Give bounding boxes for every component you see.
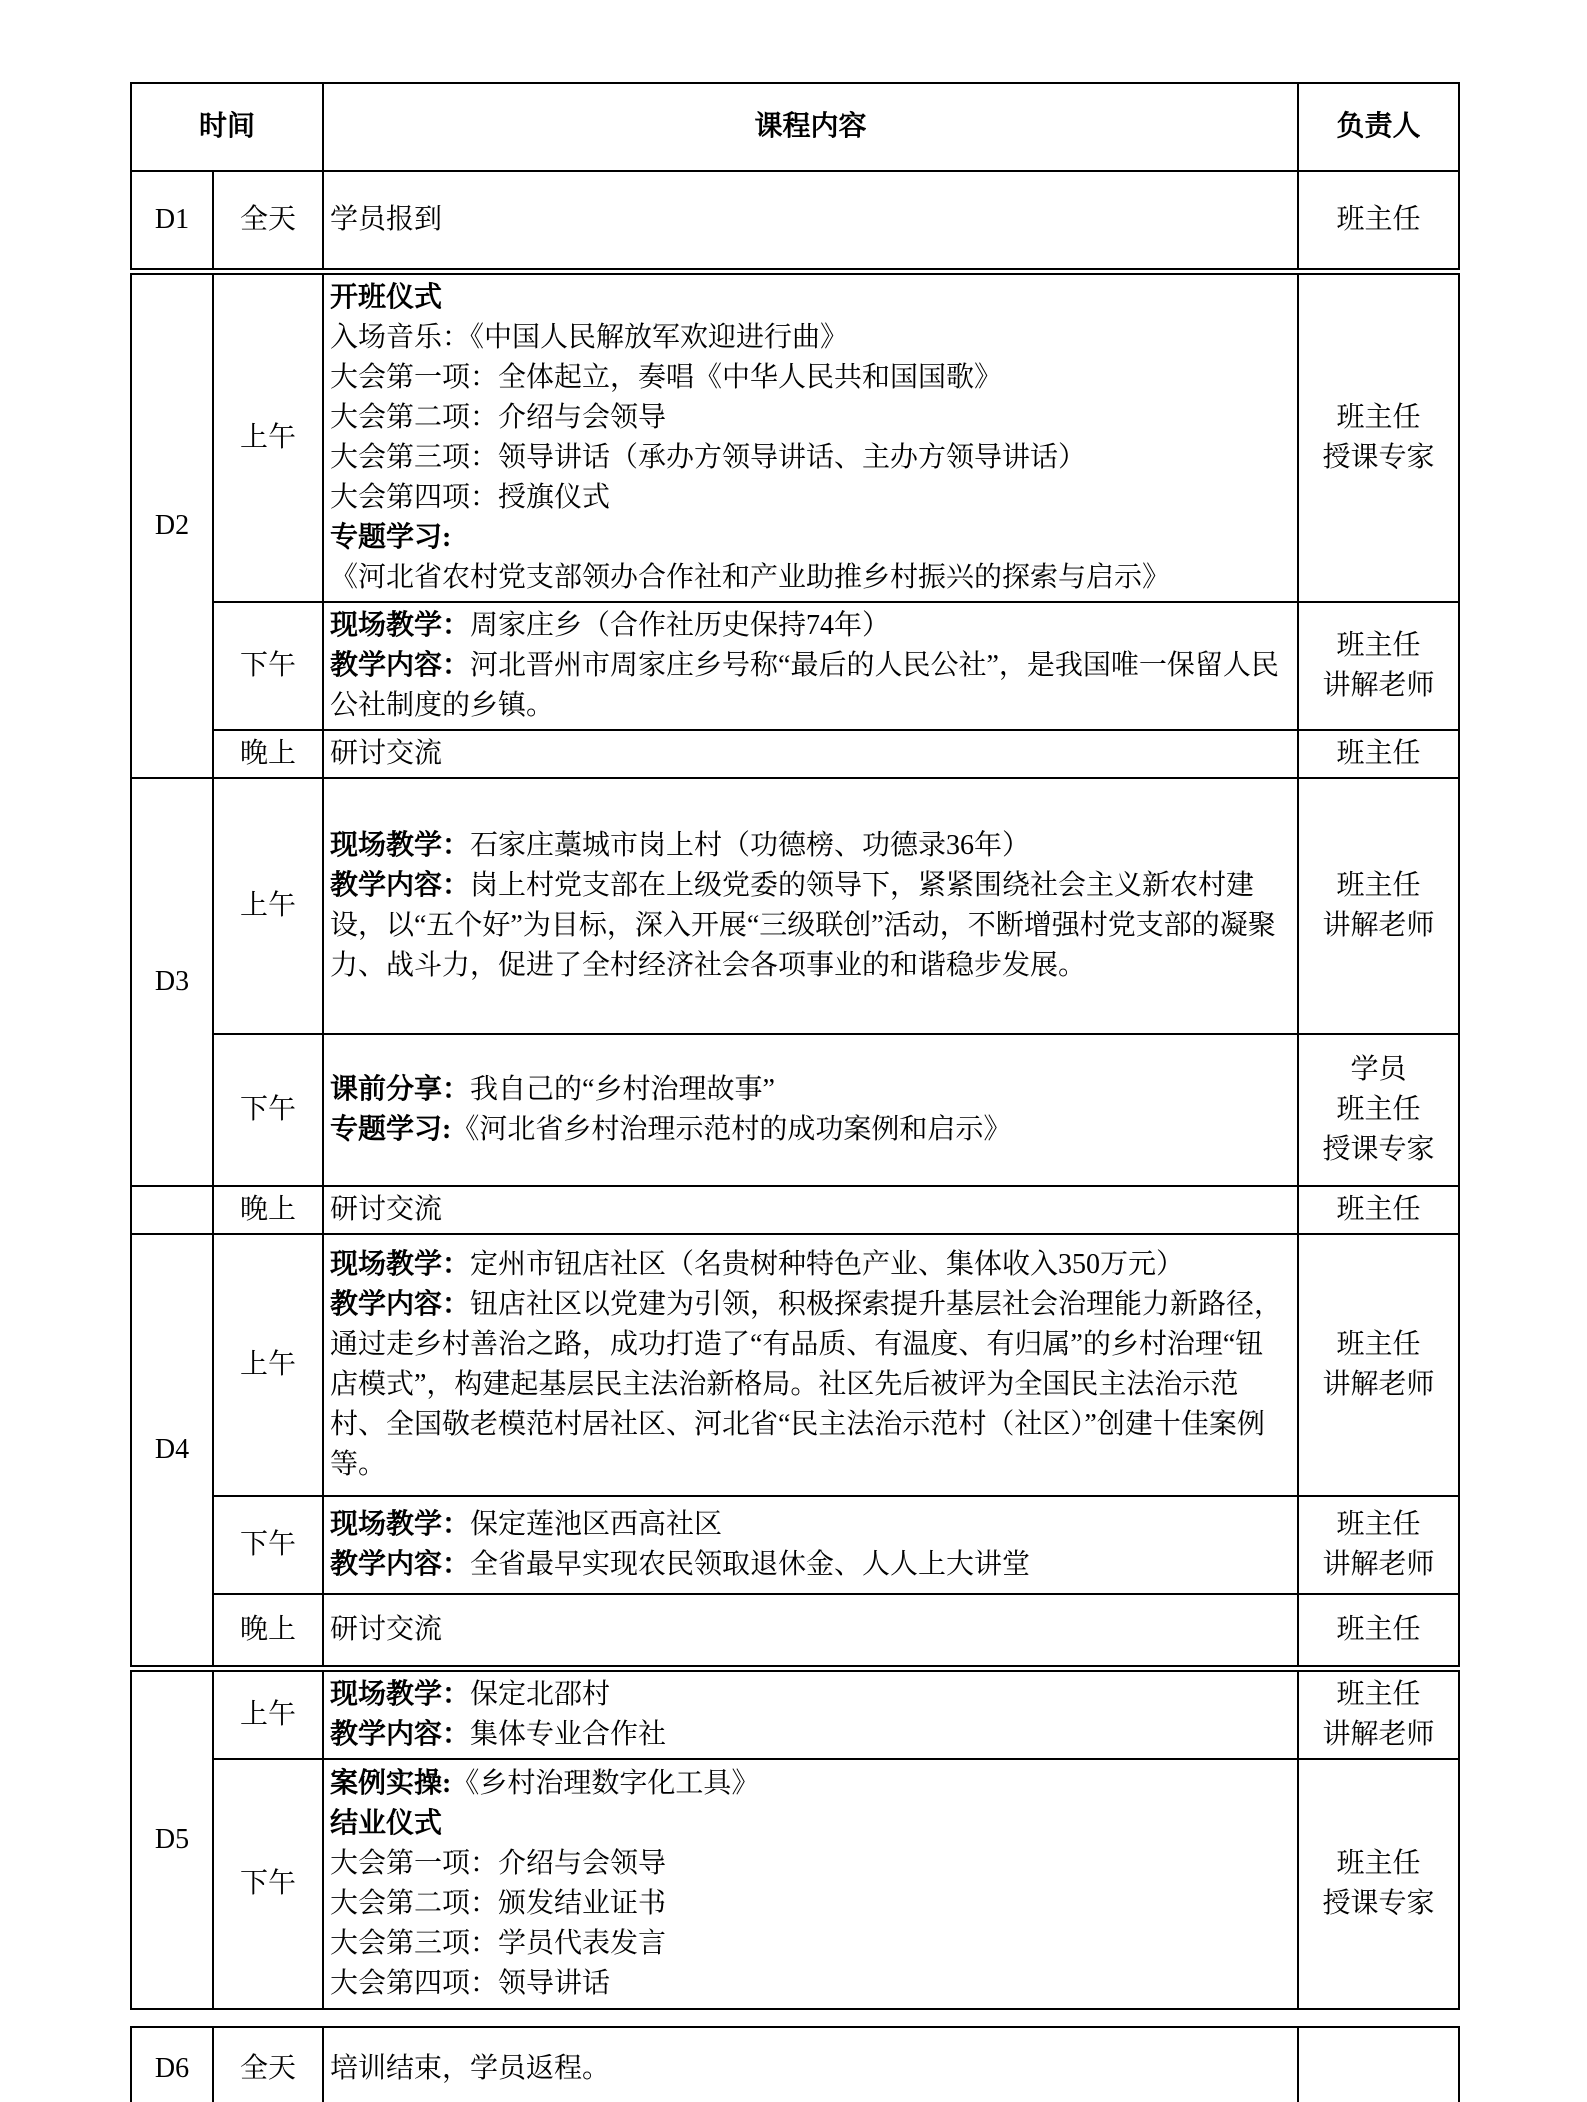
content-label: 教学内容： [330,1719,471,1750]
day-cell-d3: D3 [131,778,213,1186]
schedule-row-d3-night-0 [131,1186,1459,1234]
content-cell-d5-1 [323,1759,1298,2009]
period-cell-d4-0: 上午 [213,1234,323,1496]
content-text: 《河北省农村党支部领办合作社和产业助推乡村振兴的探索与启示》 [330,562,1171,593]
content-paragraph [330,734,1289,774]
schedule-table-d3-night [130,1185,1460,1235]
content-text: 保定北邵村 [470,1679,611,1710]
content-text: 入场音乐：《中国人民解放军欢迎进行曲》 [330,322,849,353]
person-line: 讲解老师 [1322,1719,1435,1750]
content-text: 周家庄乡（合作社历史保持74年） [470,610,891,641]
content-paragraph [330,2049,1289,2089]
content-cell-d4-2 [323,1594,1298,1666]
header-content: 课程内容 [323,83,1298,171]
content-label: 现场教学： [330,610,471,641]
content-cell-d3-1 [323,1034,1298,1186]
content-paragraph [330,278,1289,318]
content-text: 大会第一项：全体起立，奏唱《中华人民共和国国歌》 [330,362,1003,393]
content-paragraph [330,438,1289,478]
content-cell-d6-0 [323,2027,1298,2102]
person-cell-d1-0 [1298,171,1459,269]
header-row [131,83,1459,171]
content-paragraph [330,1070,1289,1110]
person-line: 班主任 [1336,204,1421,235]
content-label: 结业仪式 [330,1808,443,1839]
content-label: 教学内容： [330,870,471,901]
person-line: 讲解老师 [1322,910,1435,941]
person-line: 班主任 [1336,402,1421,433]
content-text: 大会第二项：介绍与会领导 [330,402,667,433]
content-paragraph [330,646,1289,726]
person-cell-d4-0 [1298,1234,1459,1496]
period-cell-d1-0: 全天 [213,171,323,269]
schedule-row-d2-0 [131,274,1459,602]
content-text: 河北晋州市周家庄乡号称“最后的人民公社”，是我国唯一保留人民公社制度的乡镇。 [330,650,1279,721]
content-label: 现场教学： [330,1249,471,1280]
day-cell-d3-night [131,1186,213,1234]
period-cell-d4-2: 晚上 [213,1594,323,1666]
person-line: 班主任 [1336,738,1421,769]
content-paragraph [330,826,1289,866]
person-line: 讲解老师 [1322,1369,1435,1400]
person-line: 授课专家 [1322,442,1435,473]
schedule-table-d4 [130,1233,1460,1667]
content-paragraph [330,1964,1289,2004]
period-cell-d2-1: 下午 [213,602,323,730]
content-paragraph [330,1675,1289,1715]
content-paragraph [330,1884,1289,1924]
content-label: 教学内容： [330,1289,471,1320]
person-cell-d5-0 [1298,1671,1459,1759]
person-cell-d2-1 [1298,602,1459,730]
content-text: 培训结束，学员返程。 [330,2053,611,2084]
schedule-row-d2-2 [131,730,1459,778]
person-line: 班主任 [1336,1194,1421,1225]
person-cell-d2-0 [1298,274,1459,602]
content-cell-d1-0 [323,171,1298,269]
content-text: 大会第四项：授旗仪式 [330,482,611,513]
person-line: 讲解老师 [1322,670,1435,701]
day-cell-d6: D6 [131,2027,213,2102]
content-paragraph [330,1844,1289,1884]
content-label: 现场教学： [330,830,471,861]
schedule-table-header [130,82,1460,172]
period-cell-d4-1: 下午 [213,1496,323,1594]
content-paragraph [330,1110,1289,1150]
content-text: 研讨交流 [330,738,443,769]
content-paragraph [330,1245,1289,1285]
person-line: 班主任 [1336,1848,1421,1879]
period-cell-d6-0: 全天 [213,2027,323,2102]
person-line: 学员 [1350,1054,1407,1085]
content-paragraph [330,606,1289,646]
period-cell-d2-0: 上午 [213,274,323,602]
content-label: 专题学习: [330,1114,452,1145]
schedule-table-d6 [130,2026,1460,2102]
header-time: 时间 [131,83,323,171]
content-label: 案例实操: [330,1768,452,1799]
person-line: 班主任 [1336,1614,1421,1645]
content-paragraph [330,1610,1289,1650]
person-cell-d4-1 [1298,1496,1459,1594]
content-cell-d3-night-0 [323,1186,1298,1234]
schedule-row-d1-0 [131,171,1459,269]
schedule-table-d1 [130,170,1460,270]
schedule-row-d6-0 [131,2027,1459,2102]
content-label: 开班仪式 [330,282,443,313]
day-cell-d5: D5 [131,1671,213,2009]
content-label: 教学内容： [330,650,471,681]
content-cell-d4-1 [323,1496,1298,1594]
content-text: 大会第二项：颁发结业证书 [330,1888,667,1919]
content-cell-d2-1 [323,602,1298,730]
schedule-row-d3-1 [131,1034,1459,1186]
schedule-row-d4-1 [131,1496,1459,1594]
content-paragraph [330,518,1289,598]
schedule-row-d2-1 [131,602,1459,730]
content-paragraph [330,866,1289,986]
content-text: 研讨交流 [330,1614,443,1645]
content-text: 石家庄藁城市岗上村（功德榜、功德录36年） [470,830,1031,861]
content-text: 大会第一项：介绍与会领导 [330,1848,667,1879]
person-line: 班主任 [1336,870,1421,901]
period-cell-d2-2: 晚上 [213,730,323,778]
period-cell-d3-1: 下午 [213,1034,323,1186]
person-cell-d5-1 [1298,1759,1459,2009]
content-label: 教学内容： [330,1549,471,1580]
schedule-row-d4-0 [131,1234,1459,1496]
content-text: 我自己的“乡村治理故事” [470,1074,775,1105]
person-line: 授课专家 [1322,1888,1435,1919]
content-label: 现场教学： [330,1679,471,1710]
schedule-row-d5-0 [131,1671,1459,1759]
day-cell-d1: D1 [131,171,213,269]
content-cell-d5-0 [323,1671,1298,1759]
period-cell-d5-0: 上午 [213,1671,323,1759]
content-paragraph [330,200,1289,240]
content-paragraph [330,1924,1289,1964]
content-text: 大会第三项：学员代表发言 [330,1928,667,1959]
content-paragraph [330,478,1289,518]
person-line: 班主任 [1336,630,1421,661]
content-cell-d4-0 [323,1234,1298,1496]
content-label: 课前分享： [330,1074,471,1105]
content-paragraph [330,1764,1289,1804]
schedule-row-d3-0 [131,778,1459,1034]
person-line: 班主任 [1336,1679,1421,1710]
person-cell-d3-1 [1298,1034,1459,1186]
content-paragraph [330,1285,1289,1485]
content-text: 岗上村党支部在上级党委的领导下，紧紧围绕社会主义新农村建设，以“五个好”为目标，深入开展“三级联创”活动，不断增强村党支部的凝聚力、战斗力，促进了全村经济社会各项事业的和谐稳步发展。 [330,870,1276,981]
content-text: 研讨交流 [330,1194,443,1225]
content-paragraph [330,1545,1289,1585]
content-text: 定州市钮店社区（名贵树种特色产业、集体收入350万元） [470,1249,1185,1280]
person-cell-d4-2 [1298,1594,1459,1666]
content-paragraph [330,398,1289,438]
content-cell-d3-0 [323,778,1298,1034]
period-cell-d3-0: 上午 [213,778,323,1034]
person-line: 授课专家 [1322,1134,1435,1165]
content-paragraph [330,318,1289,358]
schedule-table-d5 [130,1670,1460,2010]
period-cell-d5-1: 下午 [213,1759,323,2009]
content-cell-d2-2 [323,730,1298,778]
person-line: 班主任 [1336,1509,1421,1540]
content-text: 《河北省乡村治理示范村的成功案例和启示》 [451,1114,1012,1145]
person-cell-d3-0 [1298,778,1459,1034]
day-cell-d4: D4 [131,1234,213,1666]
content-paragraph [330,1715,1289,1755]
person-cell-d3-night-0 [1298,1186,1459,1234]
person-line: 班主任 [1336,1094,1421,1125]
content-text: 钮店社区以党建为引领，积极探索提升基层社会治理能力新路径，通过走乡村善治之路，成功打造了“有品质、有温度、有归属”的乡村治理“钮店模式”，构建起基层民主法治新格局。社区先后被评为全国民主法治示范村、全国敬老模范村居社区、河北省“民主法治示范村（社区）”创建十佳案例等。 [330,1289,1283,1480]
day-cell-d2: D2 [131,274,213,778]
content-label: 现场教学： [330,1509,471,1540]
content-text: 大会第三项：领导讲话（承办方领导讲话、主办方领导讲话） [330,442,1087,473]
content-text: 《乡村治理数字化工具》 [451,1768,760,1799]
content-paragraph [330,1505,1289,1545]
content-text: 全省最早实现农民领取退休金、人人上大讲堂 [470,1549,1031,1580]
schedule-row-d4-2 [131,1594,1459,1666]
header-person: 负责人 [1298,83,1459,171]
content-text: 学员报到 [330,204,443,235]
content-label: 专题学习: [330,522,452,553]
schedule-table-d3 [130,777,1460,1187]
person-line: 讲解老师 [1322,1549,1435,1580]
schedule-row-d5-1 [131,1759,1459,2009]
schedule-table-d2 [130,273,1460,779]
content-cell-d2-0 [323,274,1298,602]
content-text: 保定莲池区西高社区 [470,1509,723,1540]
schedule [130,84,1462,2102]
period-cell-d3-night-0: 晚上 [213,1186,323,1234]
content-paragraph [330,1190,1289,1230]
content-paragraph [330,358,1289,398]
person-line: 班主任 [1336,1329,1421,1360]
content-text: 大会第四项：领导讲话 [330,1968,611,1999]
content-paragraph [330,1804,1289,1844]
content-text: 集体专业合作社 [470,1719,667,1750]
person-cell-d6-0 [1298,2027,1459,2102]
person-cell-d2-2 [1298,730,1459,778]
